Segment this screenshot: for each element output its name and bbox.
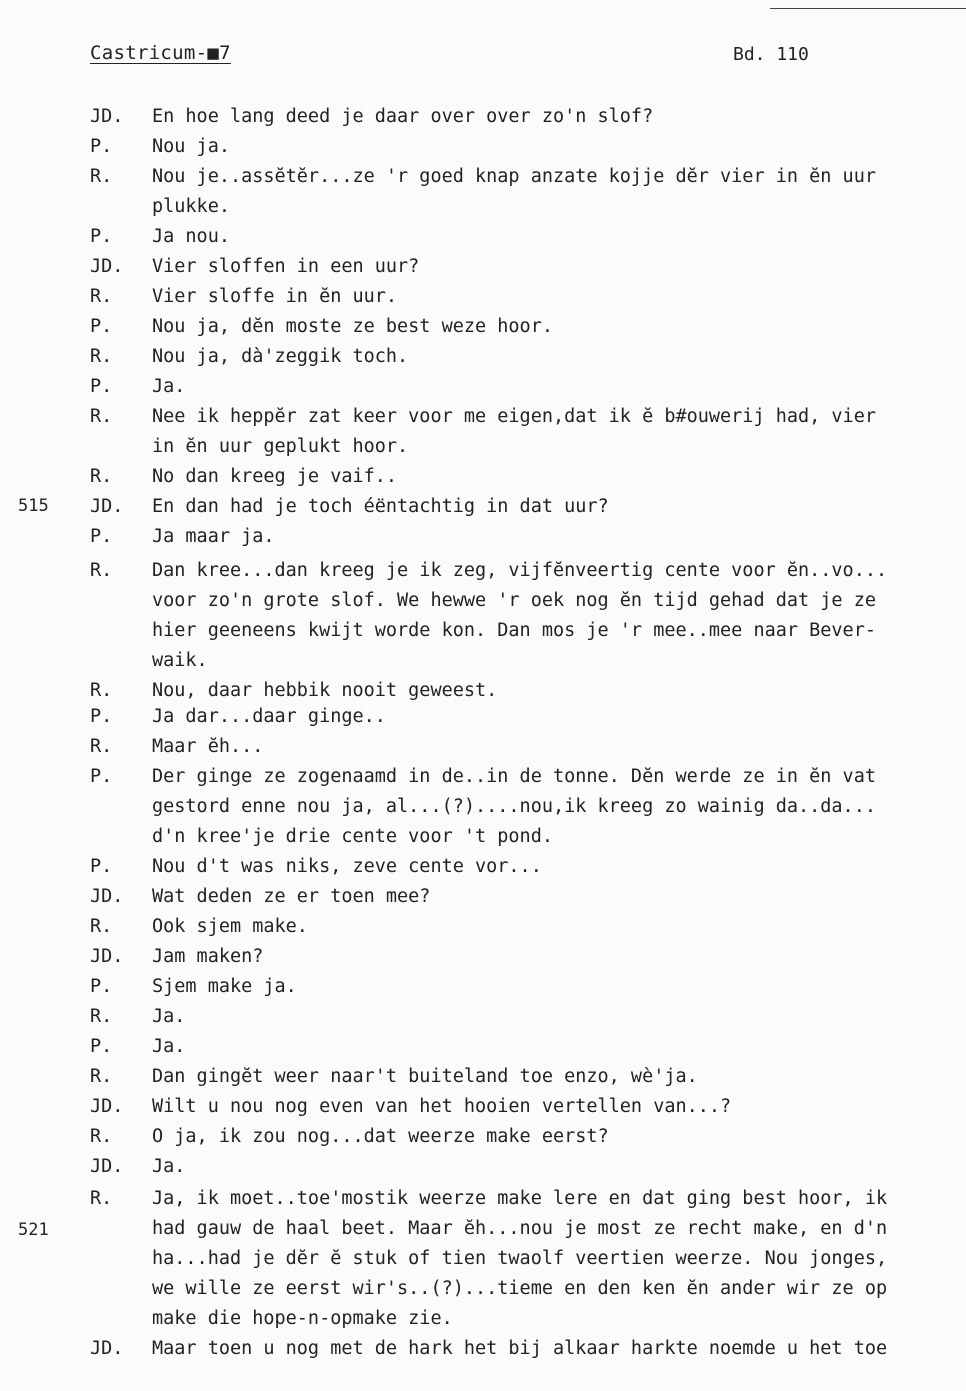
header-place: Castricum-	[90, 42, 208, 64]
speaker-label: JD.	[90, 946, 124, 967]
transcript-line	[0, 1334, 966, 1364]
utterance-text: make die hope-n-opmake zie.	[152, 1308, 453, 1329]
header-suffix: 7	[219, 42, 231, 64]
speaker-label: R.	[90, 1126, 113, 1147]
utterance-text: Nou ja.	[152, 136, 230, 157]
transcript-line	[0, 462, 966, 492]
speaker-label: JD.	[90, 256, 124, 277]
utterance-text: in ĕn uur geplukt hoor.	[152, 436, 409, 457]
utterance-text: Nou je..assĕtĕr...ze 'r goed knap anzate kojje dĕr vier in ĕn uur	[152, 166, 876, 187]
utterance-text: Maar toen u nog met de hark het bij alkaar harkte noemde u het toe	[152, 1338, 888, 1359]
speaker-label: R.	[90, 406, 113, 427]
speaker-label: JD.	[90, 1156, 124, 1177]
transcript-line	[0, 492, 966, 522]
speaker-label: P.	[90, 526, 113, 547]
transcript-line	[0, 282, 966, 312]
utterance-text: No dan kreeg je vaif..	[152, 466, 398, 487]
transcript-line	[0, 556, 966, 586]
transcript-line	[0, 762, 966, 792]
speaker-label: R.	[90, 1006, 113, 1027]
transcript-line	[0, 102, 966, 132]
transcript-line	[0, 1122, 966, 1152]
speaker-label: P.	[90, 136, 113, 157]
transcript-line	[0, 616, 966, 646]
speaker-label: P.	[90, 316, 113, 337]
utterance-text: Nou d't was niks, zeve cente vor...	[152, 856, 542, 877]
transcript-line	[0, 702, 966, 732]
page-number: Bd. 110	[733, 44, 809, 65]
margin-number: 515	[18, 496, 49, 516]
transcript-line	[0, 162, 966, 192]
utterance-text: d'n kree'je drie cente voor 't pond.	[152, 826, 553, 847]
transcript-line	[0, 822, 966, 852]
utterance-text: Wat deden ze er toen mee?	[152, 886, 431, 907]
speaker-label: P.	[90, 1036, 113, 1057]
speaker-label: JD.	[90, 1096, 124, 1117]
transcript-line	[0, 222, 966, 252]
transcript-line	[0, 972, 966, 1002]
utterance-text: Nou, daar hebbik nooit geweest.	[152, 680, 498, 701]
utterance-text: Ja.	[152, 376, 186, 397]
utterance-text: voor zo'n grote slof. We hewwe 'r oek nog ĕn tijd gehad dat je ze	[152, 590, 876, 611]
margin-number: 521	[18, 1220, 49, 1240]
transcript-line	[0, 1244, 966, 1274]
speaker-label: P.	[90, 226, 113, 247]
utterance-text: hier geeneens kwijt worde kon. Dan mos je 'r mee..mee naar Bever-	[152, 620, 876, 641]
transcript-line	[0, 646, 966, 676]
utterance-text: Vier sloffe in ĕn uur.	[152, 286, 398, 307]
speaker-label: R.	[90, 286, 113, 307]
speaker-label: P.	[90, 976, 113, 997]
utterance-text: En hoe lang deed je daar over over zo'n slof?	[152, 106, 654, 127]
transcript-line	[0, 1002, 966, 1032]
transcript-line	[0, 372, 966, 402]
utterance-text: Wilt u nou nog even van het hooien vertellen van...?	[152, 1096, 732, 1117]
utterance-text: Jam maken?	[152, 946, 264, 967]
transcript-line	[0, 852, 966, 882]
header-mark: ■	[207, 42, 220, 64]
utterance-text: Ja, ik moet..toe'mostik weerze make lere en dat ging best hoor, ik	[152, 1188, 888, 1209]
transcript-line	[0, 1032, 966, 1062]
utterance-text: Dan gingĕt weer naar't buiteland toe enzo, wè'ja.	[152, 1066, 698, 1087]
utterance-text: Ja.	[152, 1036, 186, 1057]
utterance-text: Ook sjem make.	[152, 916, 308, 937]
utterance-text: we wille ze eerst wir's..(?)...tieme en den ken ĕn ander wir ze op	[152, 1278, 888, 1299]
transcript-line	[0, 912, 966, 942]
utterance-text: En dan had je toch éёntachtig in dat uur?	[152, 496, 609, 517]
speaker-label: R.	[90, 560, 113, 581]
transcript-line	[0, 522, 966, 552]
transcript-line	[0, 1062, 966, 1092]
speaker-label: R.	[90, 1066, 113, 1087]
speaker-label: P.	[90, 856, 113, 877]
transcript-line	[0, 882, 966, 912]
transcript-line	[0, 1152, 966, 1182]
transcript-line	[0, 586, 966, 616]
utterance-text: Der ginge ze zogenaamd in de..in de tonne. Dĕn werde ze in ĕn vat	[152, 766, 876, 787]
utterance-text: Ja dar...daar ginge..	[152, 706, 386, 727]
utterance-text: had gauw de haal beet. Maar ĕh...nou je most ze recht make, en d'n	[152, 1218, 888, 1239]
speaker-label: P.	[90, 376, 113, 397]
speaker-label: JD.	[90, 496, 124, 517]
speaker-label: P.	[90, 766, 113, 787]
transcript-line	[0, 1184, 966, 1214]
utterance-text: plukke.	[152, 196, 230, 217]
transcript-line	[0, 1304, 966, 1334]
utterance-text: Nou ja, dà'zeggik toch.	[152, 346, 409, 367]
speaker-label: JD.	[90, 886, 124, 907]
utterance-text: Ja.	[152, 1156, 186, 1177]
utterance-text: Vier sloffen in een uur?	[152, 256, 420, 277]
transcript-line	[0, 942, 966, 972]
transcript-line	[0, 432, 966, 462]
transcript-line	[0, 132, 966, 162]
utterance-text: Sjem make ja.	[152, 976, 297, 997]
transcript-line	[0, 192, 966, 222]
utterance-text: Ja maar ja.	[152, 526, 275, 547]
transcript-line	[0, 342, 966, 372]
speaker-label: JD.	[90, 1338, 124, 1359]
speaker-label: R.	[90, 346, 113, 367]
transcript-line	[0, 312, 966, 342]
speaker-label: R.	[90, 166, 113, 187]
utterance-text: gestord enne nou ja, al...(?)....nou,ik kreeg zo wainig da..da...	[152, 796, 876, 817]
transcript-line	[0, 1092, 966, 1122]
utterance-text: Nee ik heppĕr zat keer voor me eigen,dat ik ĕ b#ouwerij had, vier	[152, 406, 876, 427]
utterance-text: ha...had je dĕr ĕ stuk of tien twaolf veertien weerze. Nou jonges,	[152, 1248, 888, 1269]
speaker-label: R.	[90, 736, 113, 757]
speaker-label: JD.	[90, 106, 124, 127]
transcript-line	[0, 1274, 966, 1304]
utterance-text: Ja nou.	[152, 226, 230, 247]
transcript-line	[0, 402, 966, 432]
speaker-label: R.	[90, 916, 113, 937]
utterance-text: Nou ja, dĕn moste ze best weze hoor.	[152, 316, 553, 337]
utterance-text: waik.	[152, 650, 208, 671]
speaker-label: R.	[90, 466, 113, 487]
transcript-line	[0, 732, 966, 762]
speaker-label: P.	[90, 706, 113, 727]
utterance-text: Ja.	[152, 1006, 186, 1027]
transcript-line	[0, 792, 966, 822]
top-rule	[770, 8, 966, 9]
transcript-line	[0, 252, 966, 282]
utterance-text: Dan kree...dan kreeg je ik zeg, vijfĕnveertig cente voor ĕn..vo...	[152, 560, 888, 581]
header-title	[90, 42, 231, 64]
transcript-line	[0, 1214, 966, 1244]
speaker-label: R.	[90, 680, 113, 701]
utterance-text: O ja, ik zou nog...dat weerze make eerst?	[152, 1126, 609, 1147]
utterance-text: Maar ĕh...	[152, 736, 264, 757]
speaker-label: R.	[90, 1188, 113, 1209]
